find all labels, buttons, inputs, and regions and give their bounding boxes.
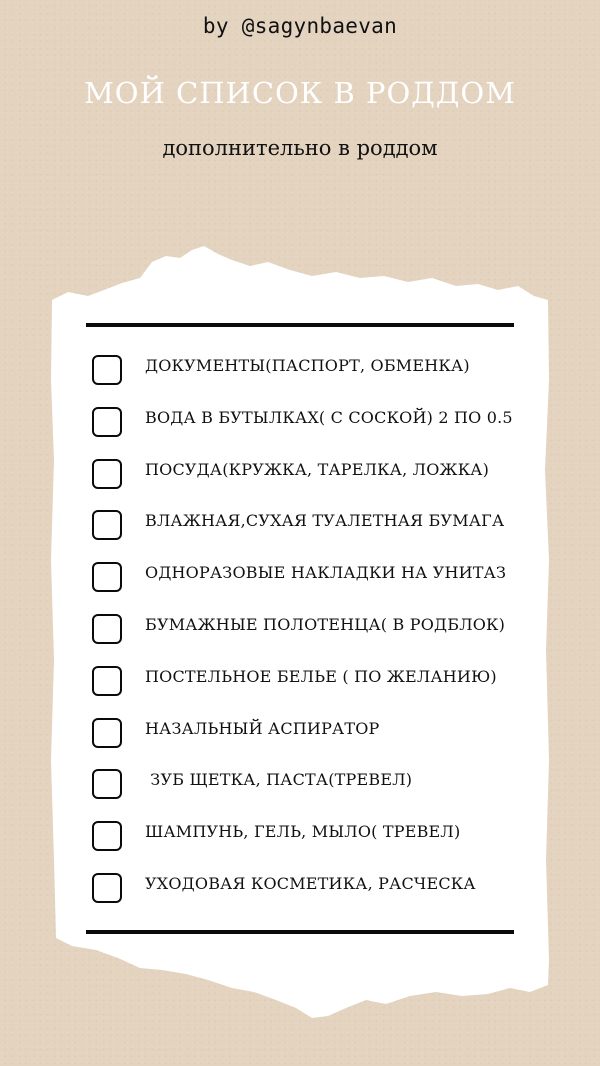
top-divider [86,323,514,327]
checkbox[interactable] [92,459,122,489]
list-item[interactable] [92,457,542,509]
item-label: ЗУБ ЩЕТКА, ПАСТА(ТРЕВЕЛ) [145,770,413,790]
item-label: ШАМПУНЬ, ГЕЛЬ, МЫЛО( ТРЕВЕЛ) [145,822,461,842]
list-item[interactable] [92,871,542,923]
item-label: БУМАЖНЫЕ ПОЛОТЕНЦА( В РОДБЛОК) [145,614,506,634]
checkbox[interactable] [92,355,122,385]
bottom-divider [86,930,514,934]
checkbox[interactable] [92,562,122,592]
checkbox[interactable] [92,407,122,437]
checkbox[interactable] [92,614,122,644]
checkbox[interactable] [92,510,122,540]
list-item[interactable] [92,664,542,716]
item-label: УХОДОВАЯ КОСМЕТИКА, РАСЧЕСКА [145,873,476,893]
list-item[interactable] [92,560,542,612]
list-item[interactable] [92,405,542,457]
list-item[interactable] [92,819,542,871]
checkbox[interactable] [92,718,122,748]
list-item[interactable] [92,767,542,819]
page-subtitle: дополнительно в роддом [162,136,438,160]
item-label: ОДНОРАЗОВЫЕ НАКЛАДКИ НА УНИТАЗ [145,563,507,583]
item-label: ВОДА В БУТЫЛКАХ( С СОСКОЙ) 2 ПО 0.5 [145,407,513,427]
page-title: МОЙ СПИСОК В РОДДОМ [84,76,516,110]
list-item[interactable] [92,353,542,405]
checkbox[interactable] [92,666,122,696]
item-label: НАЗАЛЬНЫЙ АСПИРАТОР [145,718,380,738]
item-label: ПОСТЕЛЬНОЕ БЕЛЬЕ ( ПО ЖЕЛАНИЮ) [145,666,497,686]
list-item[interactable] [92,716,542,768]
author-handle: by @sagynbaevan [202,14,398,38]
list-item[interactable] [92,612,542,664]
item-label: ПОСУДА(КРУЖКА, ТАРЕЛКА, ЛОЖКА) [145,459,490,479]
checklist [92,353,542,923]
item-label: ДОКУМЕНТЫ(ПАСПОРТ, ОБМЕНКА) [145,356,470,375]
list-item[interactable] [92,508,542,560]
item-label: ВЛАЖНАЯ,СУХАЯ ТУАЛЕТНАЯ БУМАГА [145,511,505,531]
checkbox[interactable] [92,769,122,799]
checkbox[interactable] [92,873,122,903]
checkbox[interactable] [92,821,122,851]
